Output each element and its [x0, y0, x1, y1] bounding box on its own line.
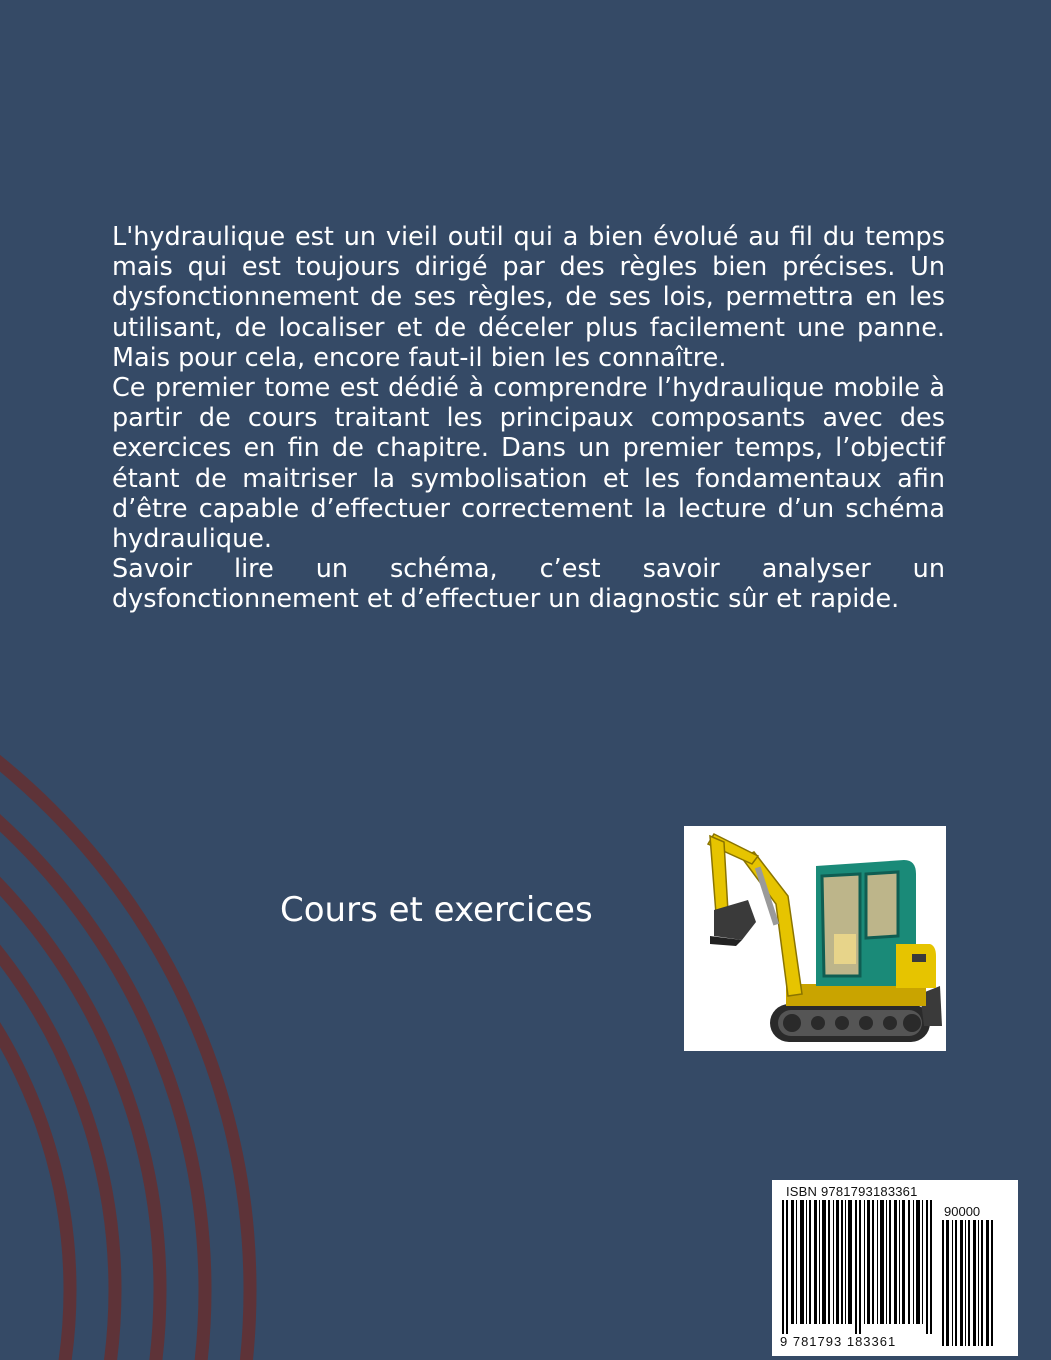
price-code: 90000	[944, 1204, 981, 1219]
subtitle: Cours et exercices	[280, 890, 593, 930]
addon-barcode-bars-icon	[940, 1220, 998, 1346]
isbn-barcode	[772, 1180, 1018, 1356]
isbn-label: ISBN 9781793183361	[786, 1184, 918, 1199]
barcode-bars-icon	[778, 1200, 936, 1334]
blurb-paragraph-2: Ce premier tome est dédié à comprendre l’hydraulique mobile à partir de cours traitant les principaux composants avec des exercices en fin de chapitre. Dans un premier temps, l’objectif étant de maitriser la symbolisation et les fondamentaux afin d’être capable d’effectuer correctement la lecture d’un schéma hydraulique.	[112, 373, 945, 555]
mini-excavator-icon	[684, 826, 946, 1051]
back-cover-blurb	[112, 222, 945, 615]
isbn-digits: 9 781793 183361	[780, 1334, 897, 1349]
excavator-image	[684, 826, 946, 1051]
blurb-paragraph-1: L'hydraulique est un vieil outil qui a bien évolué au fil du temps mais qui est toujours dirigé par des règles bien précises. Un dysfonctionnement de ses règles, de ses lois, permettra en les utilisant, de localiser et de déceler plus facilement une panne. Mais pour cela, encore faut-il bien les connaître.	[112, 222, 945, 373]
blurb-paragraph-3: Savoir lire un schéma, c’est savoir analyser un dysfonctionnement et d’effectuer un diagnostic sûr et rapide.	[112, 554, 945, 615]
